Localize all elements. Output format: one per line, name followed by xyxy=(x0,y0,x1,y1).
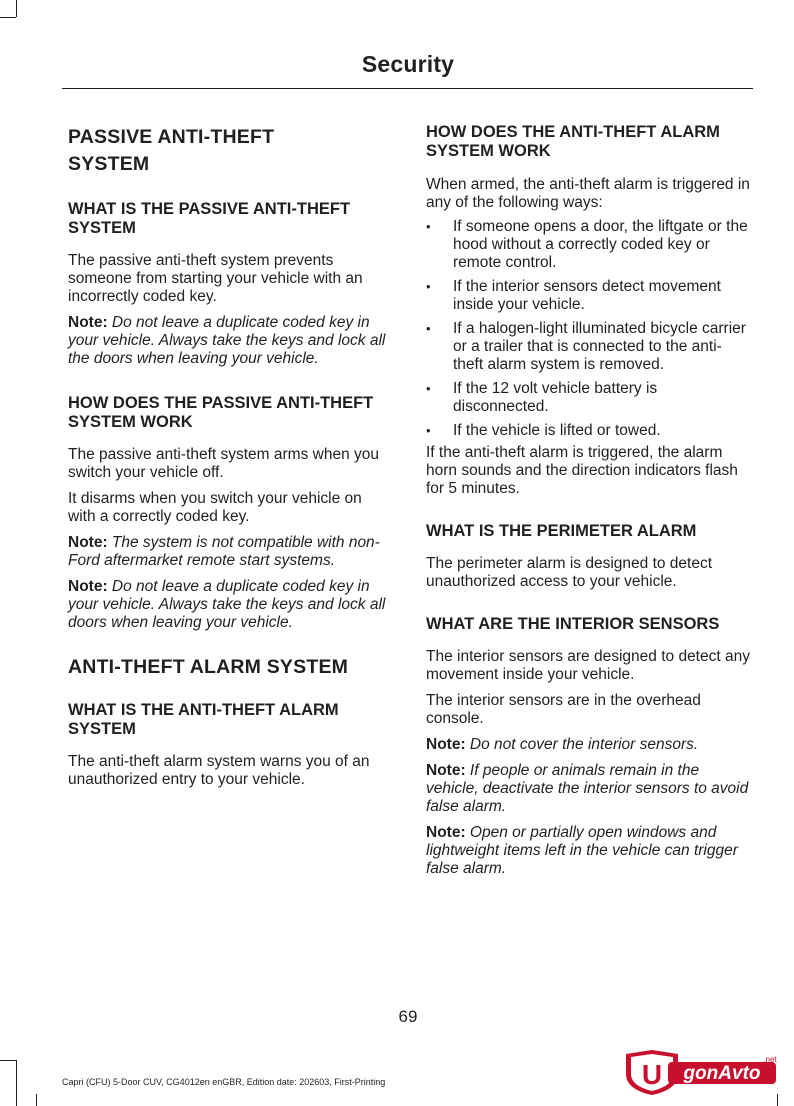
trigger-list xyxy=(426,218,750,440)
right-column xyxy=(426,120,750,878)
note-text: If people or animals remain in the vehicle, deactivate the interior sensors to avoid false alarm. xyxy=(426,762,749,815)
note-label: Note: xyxy=(68,314,108,331)
crop-mark-bottom-left-tick xyxy=(36,1094,37,1106)
note-text: The system is not compatible with non-Ford aftermarket remote start systems. xyxy=(68,534,380,569)
note-label: Note: xyxy=(426,824,466,841)
note-open-windows xyxy=(426,824,750,878)
header-divider xyxy=(62,88,753,89)
heading-perimeter-alarm: WHAT IS THE PERIMETER ALARM xyxy=(426,522,697,540)
paragraph-system-disarms: It disarms when you switch your vehicle on with a correctly coded key. xyxy=(68,490,362,525)
note-label: Note: xyxy=(68,578,108,595)
edition-line: Capri (CFU) 5-Door CUV, CG4012en enGBR, Edition date: 202603, First-Printing xyxy=(62,1077,386,1087)
svg-text:U: U xyxy=(641,1059,663,1090)
note-text: Open or partially open windows and lightweight items left in the vehicle can trigger false alarm. xyxy=(426,824,738,877)
paragraph-interior-location: The interior sensors are in the overhead console. xyxy=(426,692,701,727)
heading-passive-anti-theft-system: PASSIVE ANTI-THEFT SYSTEM xyxy=(68,126,275,175)
note-text: Do not leave a duplicate coded key in your vehicle. Always take the keys and lock all the doors when leaving your vehicle. xyxy=(68,314,386,367)
paragraph-interior-designed: The interior sensors are designed to detect any movement inside your vehicle. xyxy=(426,648,750,683)
svg-text:.net: .net xyxy=(763,1055,777,1064)
note-do-not-cover xyxy=(426,736,750,754)
paragraph-system-arms: The passive anti-theft system arms when you switch your vehicle off. xyxy=(68,446,379,481)
crop-mark-top-left-v xyxy=(16,0,17,17)
heading-how-passive-works: HOW DOES THE PASSIVE ANTI-THEFT SYSTEM WORK xyxy=(68,394,374,431)
svg-text:gonAvto: gonAvto xyxy=(683,1063,761,1084)
list-item: • If the 12 volt vehicle battery is disconnected. xyxy=(426,380,750,416)
list-item: • If the vehicle is lifted or towed. xyxy=(426,422,750,440)
paragraph-when-armed: When armed, the anti-theft alarm is triggered in any of the following ways: xyxy=(426,176,750,211)
ugonavto-watermark-logo xyxy=(622,1048,782,1096)
list-item: • If the interior sensors detect movement inside your vehicle. xyxy=(426,278,750,314)
heading-how-alarm-works: HOW DOES THE ANTI-THEFT ALARM SYSTEM WORK xyxy=(426,123,720,160)
note-text: Do not leave a duplicate coded key in your vehicle. Always take the keys and lock all doors when leaving your vehicle. xyxy=(68,578,386,631)
note-text: Do not cover the interior sensors. xyxy=(469,736,699,753)
heading-interior-sensors: WHAT ARE THE INTERIOR SENSORS xyxy=(426,615,720,633)
note-label: Note: xyxy=(68,534,108,551)
paragraph-alarm-triggered: If the anti-theft alarm is triggered, the alarm horn sounds and the direction indicators flash for 5 minutes. xyxy=(426,444,738,497)
crop-mark-top-left-h xyxy=(0,17,16,18)
crop-mark-bottom-left-v xyxy=(16,1060,17,1106)
crop-mark-bottom-left-h xyxy=(0,1060,16,1061)
note-label: Note: xyxy=(426,736,466,753)
left-column xyxy=(68,120,393,789)
note-duplicate-key-2 xyxy=(68,578,393,632)
note-people-animals xyxy=(426,762,750,816)
heading-what-is-passive: WHAT IS THE PASSIVE ANTI-THEFT SYSTEM xyxy=(68,200,351,237)
paragraph-perimeter: The perimeter alarm is designed to detect unauthorized access to your vehicle. xyxy=(426,555,713,590)
heading-anti-theft-alarm-system: ANTI-THEFT ALARM SYSTEM xyxy=(68,656,349,678)
note-duplicate-key-1 xyxy=(68,314,393,368)
paragraph-passive-prevents: The passive anti-theft system prevents someone from starting your vehicle with an incorrectly coded key. xyxy=(68,252,363,305)
note-not-compatible xyxy=(68,534,393,570)
list-item: • If someone opens a door, the liftgate or the hood without a correctly coded key or remote control. xyxy=(426,218,750,272)
page-number: 69 xyxy=(398,1007,418,1026)
list-item: • If a halogen-light illuminated bicycle carrier or a trailer that is connected to the anti-theft alarm system is removed. xyxy=(426,320,750,374)
paragraph-alarm-warns: The anti-theft alarm system warns you of an unauthorized entry to your vehicle. xyxy=(68,753,370,788)
page-title: Security xyxy=(361,51,455,77)
note-label: Note: xyxy=(426,762,466,779)
heading-what-is-alarm: WHAT IS THE ANTI-THEFT ALARM SYSTEM xyxy=(68,701,339,738)
